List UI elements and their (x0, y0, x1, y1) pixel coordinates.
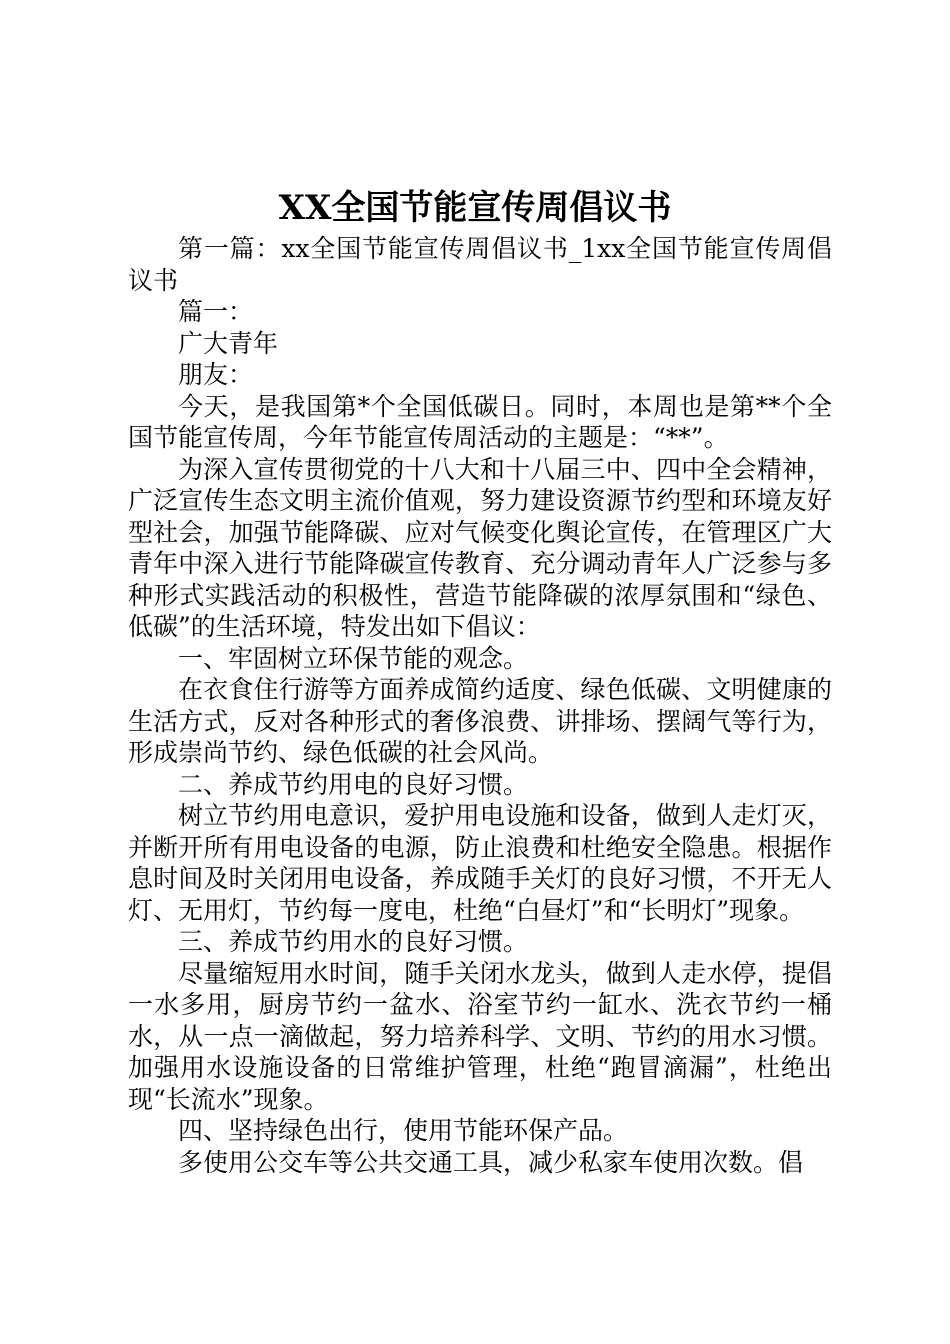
paragraph-intro: 今天，是我国第*个全国低碳日。同时，本周也是第**个全国节能宣传周，今年节能宣传周活动的主题是：“**”。 (128, 391, 832, 452)
paragraph-section-2-body: 树立节约用电意识，爱护用电设施和设备，做到人走灯灭，并断开所有用电设备的电源，防止浪费和杜绝安全隐患。根据作息时间及时关闭用电设备，养成随手关灯的良好习惯，不开无人灯、无用灯，节约每一度电，杜绝“白昼灯”和“长明灯”现象。 (128, 801, 832, 925)
paragraph-salutation-2: 朋友： (178, 360, 254, 389)
paragraph-section-1-body: 在衣食住行游等方面养成简约适度、绿色低碳、文明健康的生活方式，反对各种形式的奢侈浪费、讲排场、摆阔气等行为，形成崇尚节约、绿色低碳的社会风尚。 (128, 675, 832, 767)
paragraph-part-label: 篇一： (178, 297, 254, 326)
paragraph-salutation-1: 广大青年 (178, 328, 279, 358)
paragraph-section-4-heading: 四、坚持绿色出行，使用节能环保产品。 (178, 1116, 629, 1145)
document-title: XX全国节能宣传周倡议书 (278, 188, 672, 228)
paragraph-section-3-body: 尽量缩短用水时间，随手关闭水龙头，做到人走水停，提倡一水多用，厨房节约一盆水、浴室节约一缸水、洗衣节约一桶水，从一点一滴做起，努力培养科学、文明、节约的用水习惯。加强用水设施设备的日常维护管理，杜绝“跑冒滴漏”，杜绝出现“长流水”现象。 (128, 958, 832, 1114)
paragraph-section-2-heading: 二、养成节约用电的良好习惯。 (178, 769, 529, 799)
paragraph-section-4-body: 多使用公交车等公共交通工具，减少私家车使用次数。倡 (178, 1147, 804, 1177)
paragraph-section-1-heading: 一、牢固树立环保节能的观念。 (178, 643, 529, 673)
paragraph-heading-1: 第一篇：xx全国节能宣传周倡议书_1xx全国节能宣传周倡议书 (128, 234, 832, 295)
paragraph-section-3-heading: 三、养成节约用水的良好习惯。 (178, 927, 529, 956)
paragraph-purpose: 为深入宣传贯彻党的十八大和十八届三中、四中全会精神，广泛宣传生态文明主流价值观，努力建设资源节约型和环境友好型社会，加强节能降碳、应对气候变化舆论宣传，在管理区广大青年中深入进行节能降碳宣传教育、充分调动青年人广泛参与多种形式实践活动的积极性，营造节能降碳的浓厚氛围和“绿色、低碳”的生活环境，特发出如下倡议： (128, 454, 832, 641)
document-body (128, 233, 832, 1178)
